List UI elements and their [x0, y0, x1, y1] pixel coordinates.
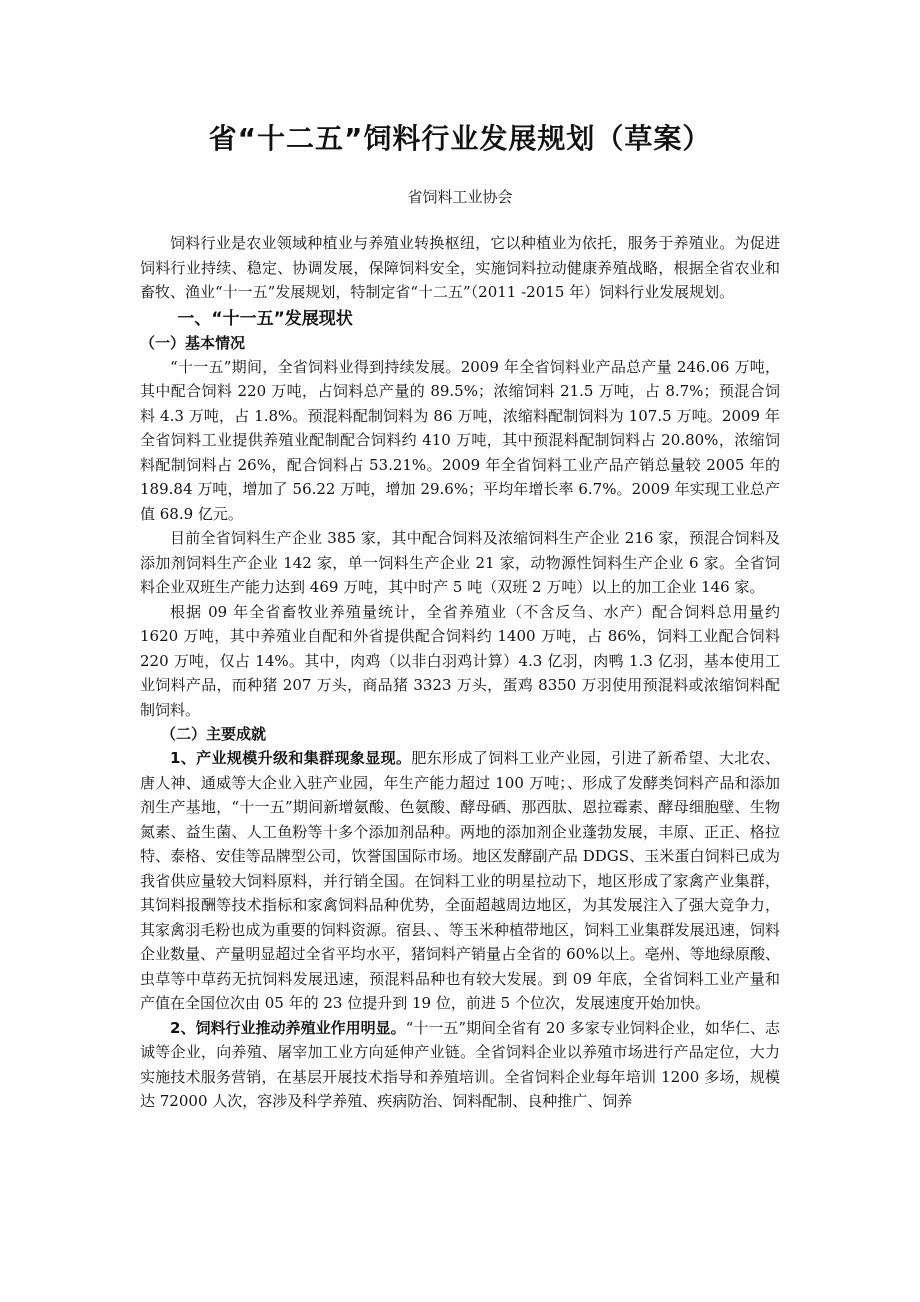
- paragraph-achievement-2: [140, 1016, 780, 1114]
- document-title: 省“十二五”饲料行业发展规划（草案）: [208, 122, 712, 155]
- intro-paragraph: 饲料行业是农业领域种植业与养殖业转换枢纽，它以种植业为依托，服务于养殖业。为促进饲料行业持续、稳定、协调发展，保障饲料安全，实施饲料拉动健康养殖战略，根据全省农业和畜牧、渔业“十一五”发展规划，特制定省“十二五”（2011 -2015 年）饲料行业发展规划。: [140, 234, 780, 301]
- achievement-1-lead: 1、产业规模升级和集群现象显现。: [170, 749, 412, 767]
- achievement-1-text: 肥东形成了饲料工业产业园，引进了新希望、大北农、唐人神、通威等大企业入驻产业园，年生产能力超过 100 万吨；、形成了发酵类饲料产品和添加剂生产基地，“十一五”期间新增氨酸、色氨酸、酵母硒、那西肽、恩拉霉素、酵母细胞壁、生物氮素、益生菌、人工鱼粉等十多个添加剂品种。两地的添加剂企业蓬勃发展，丰原、正正、格拉特、泰格、安佳等品牌型公司，饮誉国国际市场。地区发酵副产品 DDGS、玉米蛋白饲料已成为我省供应量较大饲料原料，并行销全国。在饲料工业的明星拉动下，地区形成了家禽产业集群，其饲料报酬等技术指标和家禽饲料品种优势，全面超越周边地区，为其发展注入了强大竞争力，其家禽羽毛粉也成为重要的饲料资源。宿县、、等玉米种植带地区，饲料工业集群发展迅速，饲料企业数量、产量明显超过全省平均水平，猪饲料产销量占全省的 60%以上。亳州、等地绿原酸、虫草等中草药无抗饲料发展迅速，预混料品种也有较大发展。到 09 年底，全省饲料工业产量和产值在全国位次由 05 年的 23 位提升到 19 位，前进 5 个位次，发展速度开始加快。: [140, 749, 780, 1012]
- subsection-heading-basic: （一）基本情况: [140, 333, 246, 352]
- section-heading-1: 一、“十一五”发展现状: [177, 308, 353, 329]
- achievement-2-lead: 2、饲料行业推动养殖业作用明显。: [170, 1018, 406, 1037]
- paragraph-output-stats: “十一五”期间，全省饲料业得到持续发展。2009 年全省饲料业产品总产量 246.06 万吨，其中配合饲料 220 万吨，占饲料总产量的 89.5%；浓缩饲料 21.5 万吨，占 8.7%；预混合饲料 4.3 万吨，占 1.8%。预混料配制饲料为 86 万吨，浓缩料配制饲料为 107.5 万吨。2009 年全省饲料工业提供养殖业配制配合饲料约 410 万吨，其中预混料配制饲料占 20.80%，浓缩饲料配制饲料占 26%，配合饲料占 53.21%。2009 年全省饲料工业产品产销总量较 2005 年的 189.84 万吨，增加了 56.22 万吨，增加 29.6%；平均年增长率 6.7%。2009 年实现工业总产值 68.9 亿元。: [140, 357, 780, 523]
- achievement-2-text: “十一五”期间全省有 20 多家专业饲料企业，如华仁、志诚等企业，向养殖、屠宰加工业方向延伸产业链。全省饲料企业以养殖市场进行产品定位，大力实施技术服务营销，在基层开展技术指导和养殖培训。全省饲料企业每年培训 1200 多场，规模达 72000 人次，容涉及科学养殖、疾病防治、饲料配制、良种推广、饲养: [140, 1018, 780, 1110]
- paragraph-livestock-stats: 根据 09 年全省畜牧业养殖量统计，全省养殖业（不含反刍、水产）配合饲料总用量约 1620 万吨，其中养殖业自配和外省提供配合饲料约 1400 万吨，占 86%，饲料工业配合饲料 220 万吨，仅占 14%。其中，肉鸡（以非白羽鸡计算）4.3 亿羽，肉鸭 1.3 亿羽，基本使用工业饲料产品，而种猪 207 万头，商品猪 3323 万头，蛋鸡 8350 万羽使用预混料或浓缩饲料配制饲料。: [140, 602, 780, 719]
- subsection-heading-achievements: （二）主要成就: [161, 725, 267, 743]
- paragraph-enterprise-count: 目前全省饲料生产企业 385 家，其中配合饲料及浓缩饲料生产企业 216 家，预混合饲料及添加剂饲料生产企业 142 家，单一饲料生产企业 21 家，动物源性饲料生产企业 6 家。全省饲料企业双班生产能力达到 469 万吨，其中时产 5 吨（双班 2 万吨）以上的加工企业 146 家。: [140, 529, 780, 596]
- document-author: 省饲料工业协会: [407, 188, 513, 206]
- paragraph-achievement-1: [140, 746, 780, 1016]
- document-body: [140, 231, 780, 1114]
